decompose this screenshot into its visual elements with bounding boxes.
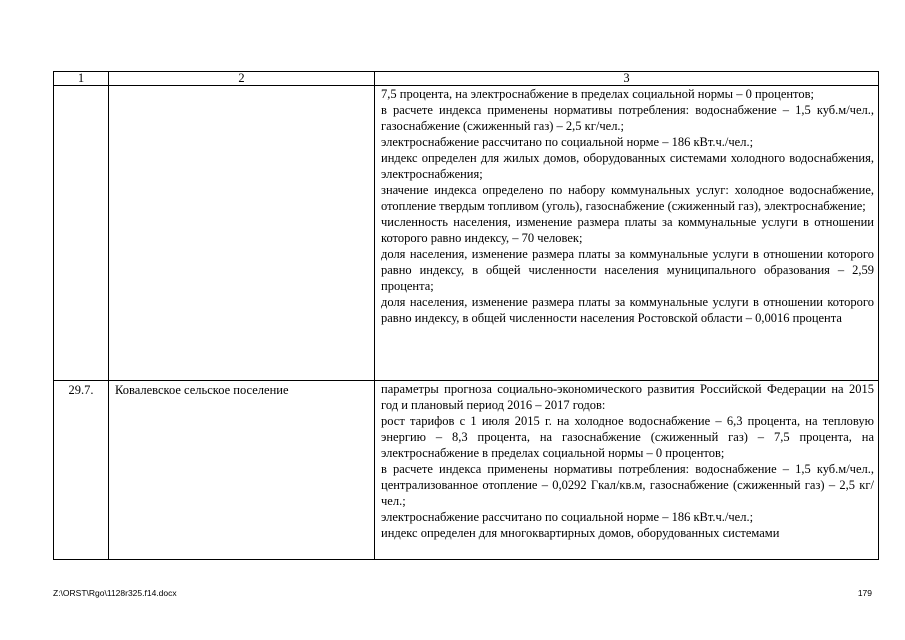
paragraph: доля населения, изменение размера платы за коммунальные услуги в отношении которого равно индексу, в общей численности населения Ростовской области – 0,0016 процента [381,295,874,325]
header-col-1: 1 [54,72,109,86]
paragraph: численность населения, изменение размера платы за коммунальные услуги в отношении которого равно индексу, – 70 человек; [381,215,874,245]
table-header-row [54,72,879,86]
paragraph: индекс определен для многоквартирных домов, оборудованных системами [381,526,780,540]
parameters-cell [375,86,879,381]
paragraph: электроснабжение рассчитано по социальной норме – 186 кВт.ч./чел.; [381,510,754,524]
document-table [53,71,879,560]
footer-page-number: 179 [857,588,872,598]
settlement-name [109,86,375,381]
header-col-2: 2 [109,72,375,86]
table-row [54,381,879,560]
parameters-cell [375,381,879,560]
paragraph: 7,5 процента, на электроснабжение в пределах социальной нормы – 0 процентов; [381,87,814,101]
paragraph: рост тарифов с 1 июля 2015 г. на холодное водоснабжение – 6,3 процента, на тепловую энергию – 8,3 процента, на газоснабжение (сжиженный газ) – 7,5 процента, на электроснабжение в пределах социальной нормы – 0 процентов; [381,414,874,460]
row-number [54,86,109,381]
footer-file-path: Z:\ORST\Rgo\1128r325.f14.docx [53,588,177,598]
table-row [54,86,879,381]
paragraph: электроснабжение рассчитано по социальной норме – 186 кВт.ч./чел.; [381,135,754,149]
settlement-name: Ковалевское сельское поселение [109,381,375,560]
header-col-3: 3 [375,72,879,86]
row-number: 29.7. [54,381,109,560]
paragraph: в расчете индекса применены нормативы потребления: водоснабжение – 1,5 куб.м/чел., газоснабжение (сжиженный газ) – 2,5 кг/чел.; [381,103,874,133]
paragraph: индекс определен для жилых домов, оборудованных системами холодного водоснабжения, электроснабжения; [381,151,874,181]
paragraph: в расчете индекса применены нормативы потребления: водоснабжение – 1,5 куб.м/чел., централизованное отопление – 0,0292 Гкал/кв.м, газоснабжение (сжиженный газ) – 2,5 кг/чел.; [381,462,874,508]
paragraph: значение индекса определено по набору коммунальных услуг: холодное водоснабжение, отопление твердым топливом (уголь), газоснабжение (сжиженный газ), электроснабжение; [381,183,874,213]
paragraph: параметры прогноза социально-экономического развития Российской Федерации на 2015 год и плановый период 2016 – 2017 годов: [381,382,874,412]
paragraph: доля населения, изменение размера платы за коммунальные услуги в отношении которого равно индексу, в общей численности населения муниципального образования – 2,59 процента; [381,247,874,293]
